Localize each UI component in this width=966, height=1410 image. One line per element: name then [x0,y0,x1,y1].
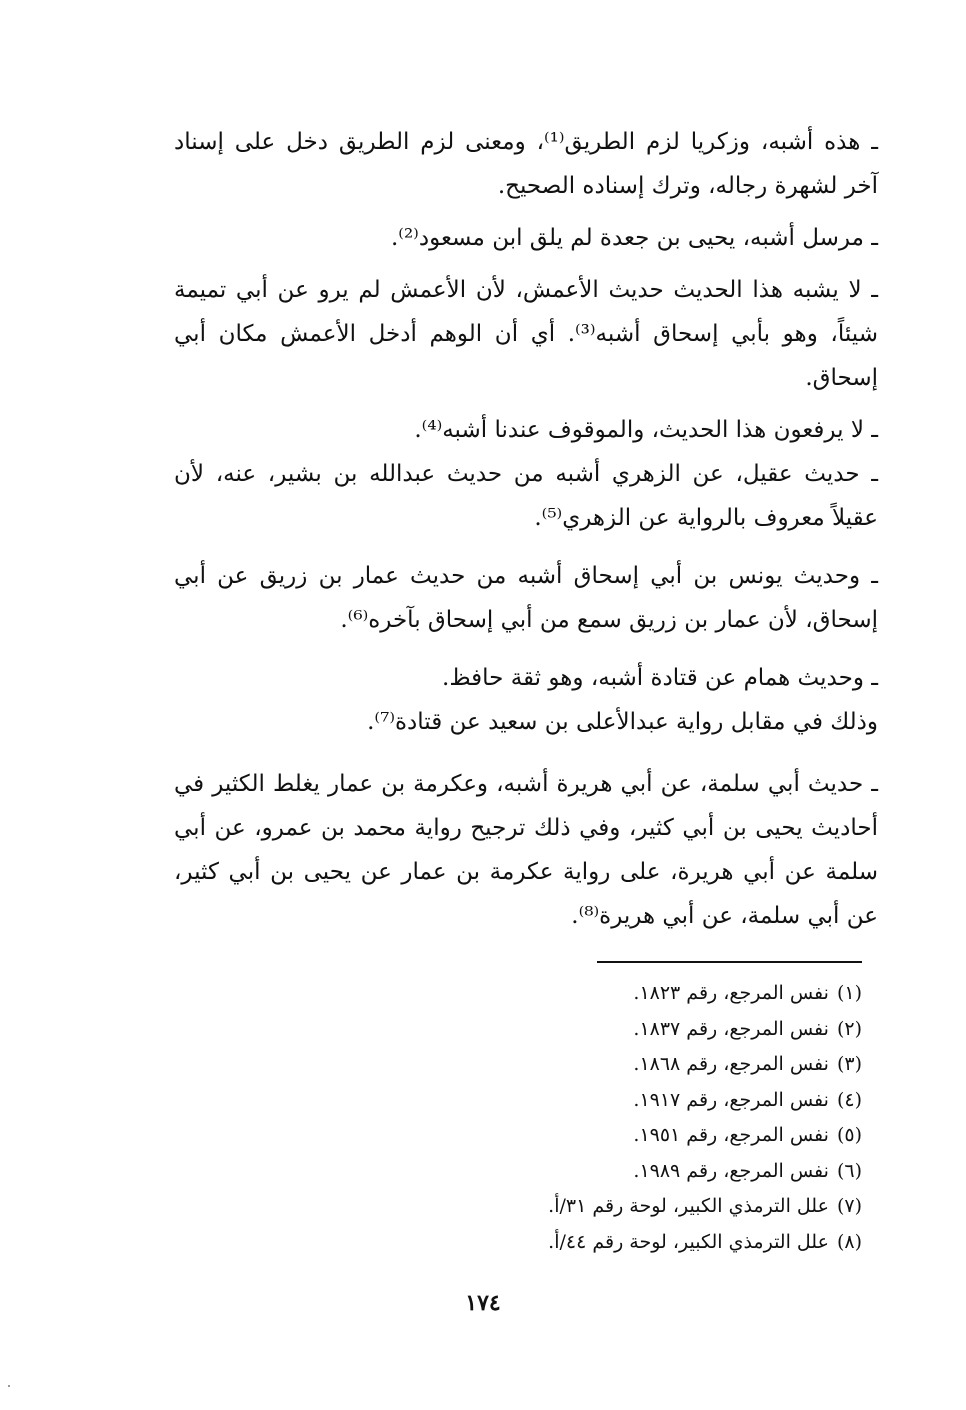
footnote-number: (٥) [836,1124,862,1146]
footnote-text: نفس المرجع، رقم ١٨٦٨. [633,1053,829,1075]
footnote-7 [342,1189,862,1225]
footnote-text: نفس المرجع، رقم ١٨٣٧. [633,1017,829,1040]
footnote-5 [342,1118,862,1154]
footnote-number: (٣) [836,1053,862,1075]
footnote-number: (١) [836,982,862,1004]
footnote-separator [597,961,862,963]
footnote-6 [342,1154,862,1190]
footnote-text: نفس المرجع، رقم ١٨٢٣. [633,982,829,1004]
footnote-number: (٨) [836,1230,862,1253]
footnote-number: (٤) [836,1088,862,1111]
footnote-text: نفس المرجع، رقم ١٩٥١. [633,1124,829,1146]
paragraph-2: ـ مرسل أشبه، يحيى بن جعدة لم يلق ابن مسعود⁽²⁾. [390,225,878,251]
paragraph-1: ـ هذه أشبه، وزكريا لزم الطريق⁽¹⁾، ومعنى لزم الطريق دخل على إسناد آخر لشهرة رجاله، وترك إسناده الصحيح. [174,129,878,199]
paragraph-8: وذلك في مقابل رواية عبدالأعلى بن سعيد عن قتادة⁽⁷⁾. [367,709,878,735]
footnote-text: علل الترمذي الكبير، لوحة رقم ٤٤/أ. [548,1230,829,1253]
page-number: ١٧٤ [465,1290,501,1316]
footnote-text: علل الترمذي الكبير، لوحة رقم ٣١/أ. [548,1195,829,1217]
paragraph-6: ـ وحديث يونس بن أبي إسحاق أشبه من حديث عمار بن زريق عن أبي إسحاق، لأن عمار بن زريق سمع من أبي إسحاق بآخره⁽⁶⁾. [174,563,878,633]
paragraph-5: ـ حديث عقيل، عن الزهري أشبه من حديث عبدالله بن بشير، عنه، لأن عقيلاً معروف بالرواية عن الزهري⁽⁵⁾. [174,461,878,531]
footnote-4 [342,1083,862,1119]
paragraph-9: ـ حديث أبي سلمة، عن أبي هريرة أشبه، وعكرمة بن عمار يغلط الكثير في أحاديث يحيى بن أبي كثير، وفي ذلك ترجيح رواية محمد بن عمرو، عن أبي سلمة عن أبي هريرة، على رواية عكرمة بن عمار عن يحيى بن أبي كثير، عن أبي سلمة، عن أبي هريرة⁽⁸⁾. [174,771,878,929]
footnote-number: (٢) [836,1017,862,1040]
footnote-text: نفس المرجع، رقم ١٩٨٩. [633,1159,829,1182]
footnote-2 [342,1012,862,1048]
footnote-text: نفس المرجع، رقم ١٩١٧. [633,1088,829,1111]
footnote-1 [342,976,862,1012]
scan-speck [8,1385,10,1387]
footnote-number: (٧) [836,1195,862,1217]
paragraph-7: ـ وحديث همام عن قتادة أشبه، وهو ثقة حافظ. [442,665,878,691]
paragraph-3: ـ لا يشبه هذا الحديث حديث الأعمش، لأن الأعمش لم يرو عن أبي تميمة شيئاً، وهو بأبي إسحاق أشبه⁽³⁾. أي أن الوهم أدخل الأعمش مكان أبي إسحاق. [174,277,878,391]
footnotes [342,976,862,1260]
footnote-3 [342,1047,862,1083]
footnote-8 [342,1225,862,1261]
footnote-number: (٦) [836,1159,862,1182]
paragraph-4: ـ لا يرفعون هذا الحديث، والموقوف عندنا أشبه⁽⁴⁾. [414,417,878,443]
main-text [174,120,878,938]
